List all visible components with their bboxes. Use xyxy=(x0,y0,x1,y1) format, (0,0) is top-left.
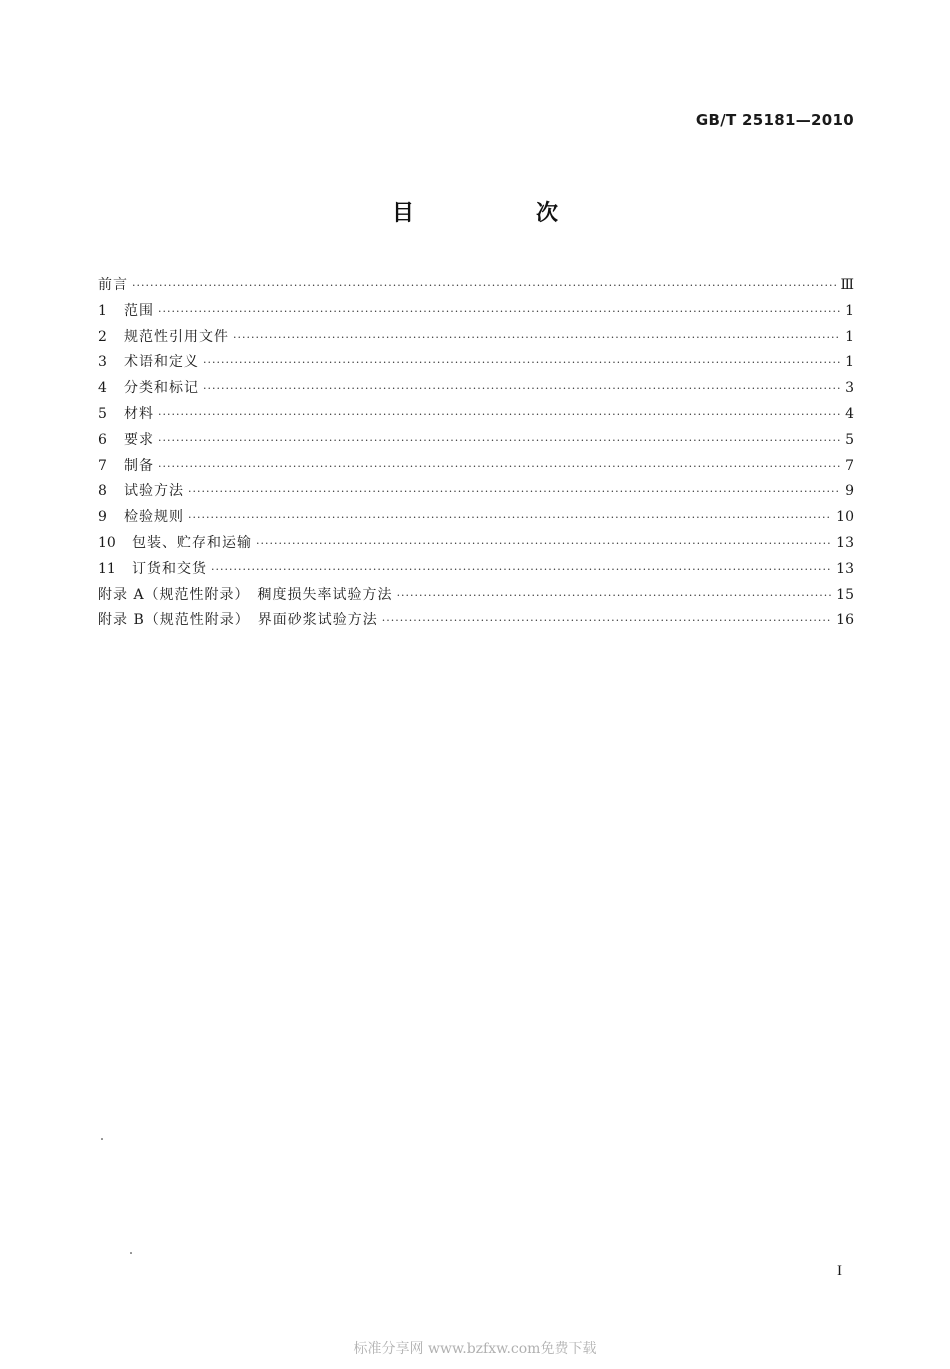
toc-entry-label: 检验规则 xyxy=(124,509,184,526)
toc-leader-dots xyxy=(158,460,840,473)
toc-leader-dots xyxy=(211,563,832,576)
toc-entry-5[interactable] xyxy=(98,403,854,429)
toc-entry-7[interactable] xyxy=(98,455,854,481)
toc-entry-appendix-a[interactable] xyxy=(98,584,854,610)
toc-leader-dots xyxy=(256,537,832,550)
toc-entry-number: 1 xyxy=(98,302,107,319)
toc-entry-foreword[interactable] xyxy=(98,274,854,300)
toc-entry-page: 16 xyxy=(836,612,854,629)
toc-entry-11[interactable] xyxy=(98,558,854,584)
toc-entry-label: 规范性引用文件 xyxy=(124,328,229,345)
toc-entry-number: 2 xyxy=(98,328,107,345)
toc-entry-page: 7 xyxy=(845,457,854,474)
table-of-contents xyxy=(98,274,854,635)
toc-entry-label: 范围 xyxy=(124,302,154,319)
toc-entry-label: 附录 A（规范性附录） 稠度损失率试验方法 xyxy=(98,586,393,603)
toc-entry-page: 9 xyxy=(845,483,854,500)
toc-entry-page: Ⅲ xyxy=(840,277,854,293)
toc-entry-label: 制备 xyxy=(124,457,154,474)
toc-entry-2[interactable] xyxy=(98,326,854,352)
toc-leader-dots xyxy=(233,331,840,344)
toc-entry-page: 5 xyxy=(845,431,854,448)
toc-entry-page: 13 xyxy=(836,560,854,577)
toc-entry-9[interactable] xyxy=(98,506,854,532)
toc-entry-label: 术语和定义 xyxy=(124,354,199,371)
toc-entry-number: 7 xyxy=(98,457,107,474)
toc-title: 目 次 xyxy=(391,201,608,226)
toc-entry-label: 包装、贮存和运输 xyxy=(132,534,252,551)
toc-entry-6[interactable] xyxy=(98,429,854,455)
toc-leader-dots xyxy=(203,382,840,395)
toc-entry-page: 13 xyxy=(836,534,854,551)
toc-leader-dots xyxy=(397,589,833,602)
toc-entry-page: 15 xyxy=(836,586,854,603)
toc-leader-dots xyxy=(203,356,840,369)
toc-entry-number: 3 xyxy=(98,354,107,371)
toc-entry-number: 6 xyxy=(98,431,107,448)
toc-entry-3[interactable] xyxy=(98,351,854,377)
toc-entry-page: 3 xyxy=(845,380,854,397)
toc-entry-label: 试验方法 xyxy=(124,483,184,500)
toc-entry-page: 4 xyxy=(845,405,854,422)
toc-entry-number: 4 xyxy=(98,380,107,397)
toc-leader-dots xyxy=(188,485,840,498)
toc-entry-label: 订货和交货 xyxy=(132,560,207,577)
toc-leader-dots xyxy=(158,408,840,421)
toc-entry-number: 10 xyxy=(98,534,116,551)
toc-entry-label: 前言 xyxy=(98,277,128,293)
toc-leader-dots xyxy=(132,279,836,292)
toc-entry-number: 5 xyxy=(98,405,107,422)
toc-entry-10[interactable] xyxy=(98,532,854,558)
standard-code: GB/T 25181—2010 xyxy=(695,111,854,129)
toc-entry-label: 材料 xyxy=(124,405,154,422)
toc-entry-label: 分类和标记 xyxy=(124,380,199,397)
toc-entry-page: 1 xyxy=(845,302,854,319)
page-number: I xyxy=(837,1263,842,1279)
toc-leader-dots xyxy=(188,511,832,524)
toc-entry-number: 9 xyxy=(98,509,107,526)
toc-entry-page: 10 xyxy=(836,509,854,526)
toc-leader-dots xyxy=(158,434,840,447)
toc-entry-8[interactable] xyxy=(98,480,854,506)
toc-entry-number: 8 xyxy=(98,483,107,500)
watermark: 标准分享网 www.bzfxw.com免费下载 xyxy=(353,1341,597,1357)
toc-entry-number: 11 xyxy=(98,560,116,577)
toc-leader-dots xyxy=(382,614,832,627)
toc-entry-label: 附录 B（规范性附录） 界面砂浆试验方法 xyxy=(98,612,378,629)
scan-speck xyxy=(130,1252,132,1254)
toc-entry-page: 1 xyxy=(845,354,854,371)
toc-leader-dots xyxy=(158,305,840,318)
toc-entry-appendix-b[interactable] xyxy=(98,609,854,635)
toc-entry-4[interactable] xyxy=(98,377,854,403)
toc-entry-1[interactable] xyxy=(98,300,854,326)
scan-speck xyxy=(101,1138,103,1140)
toc-entry-label: 要求 xyxy=(124,431,154,448)
toc-entry-page: 1 xyxy=(845,328,854,345)
